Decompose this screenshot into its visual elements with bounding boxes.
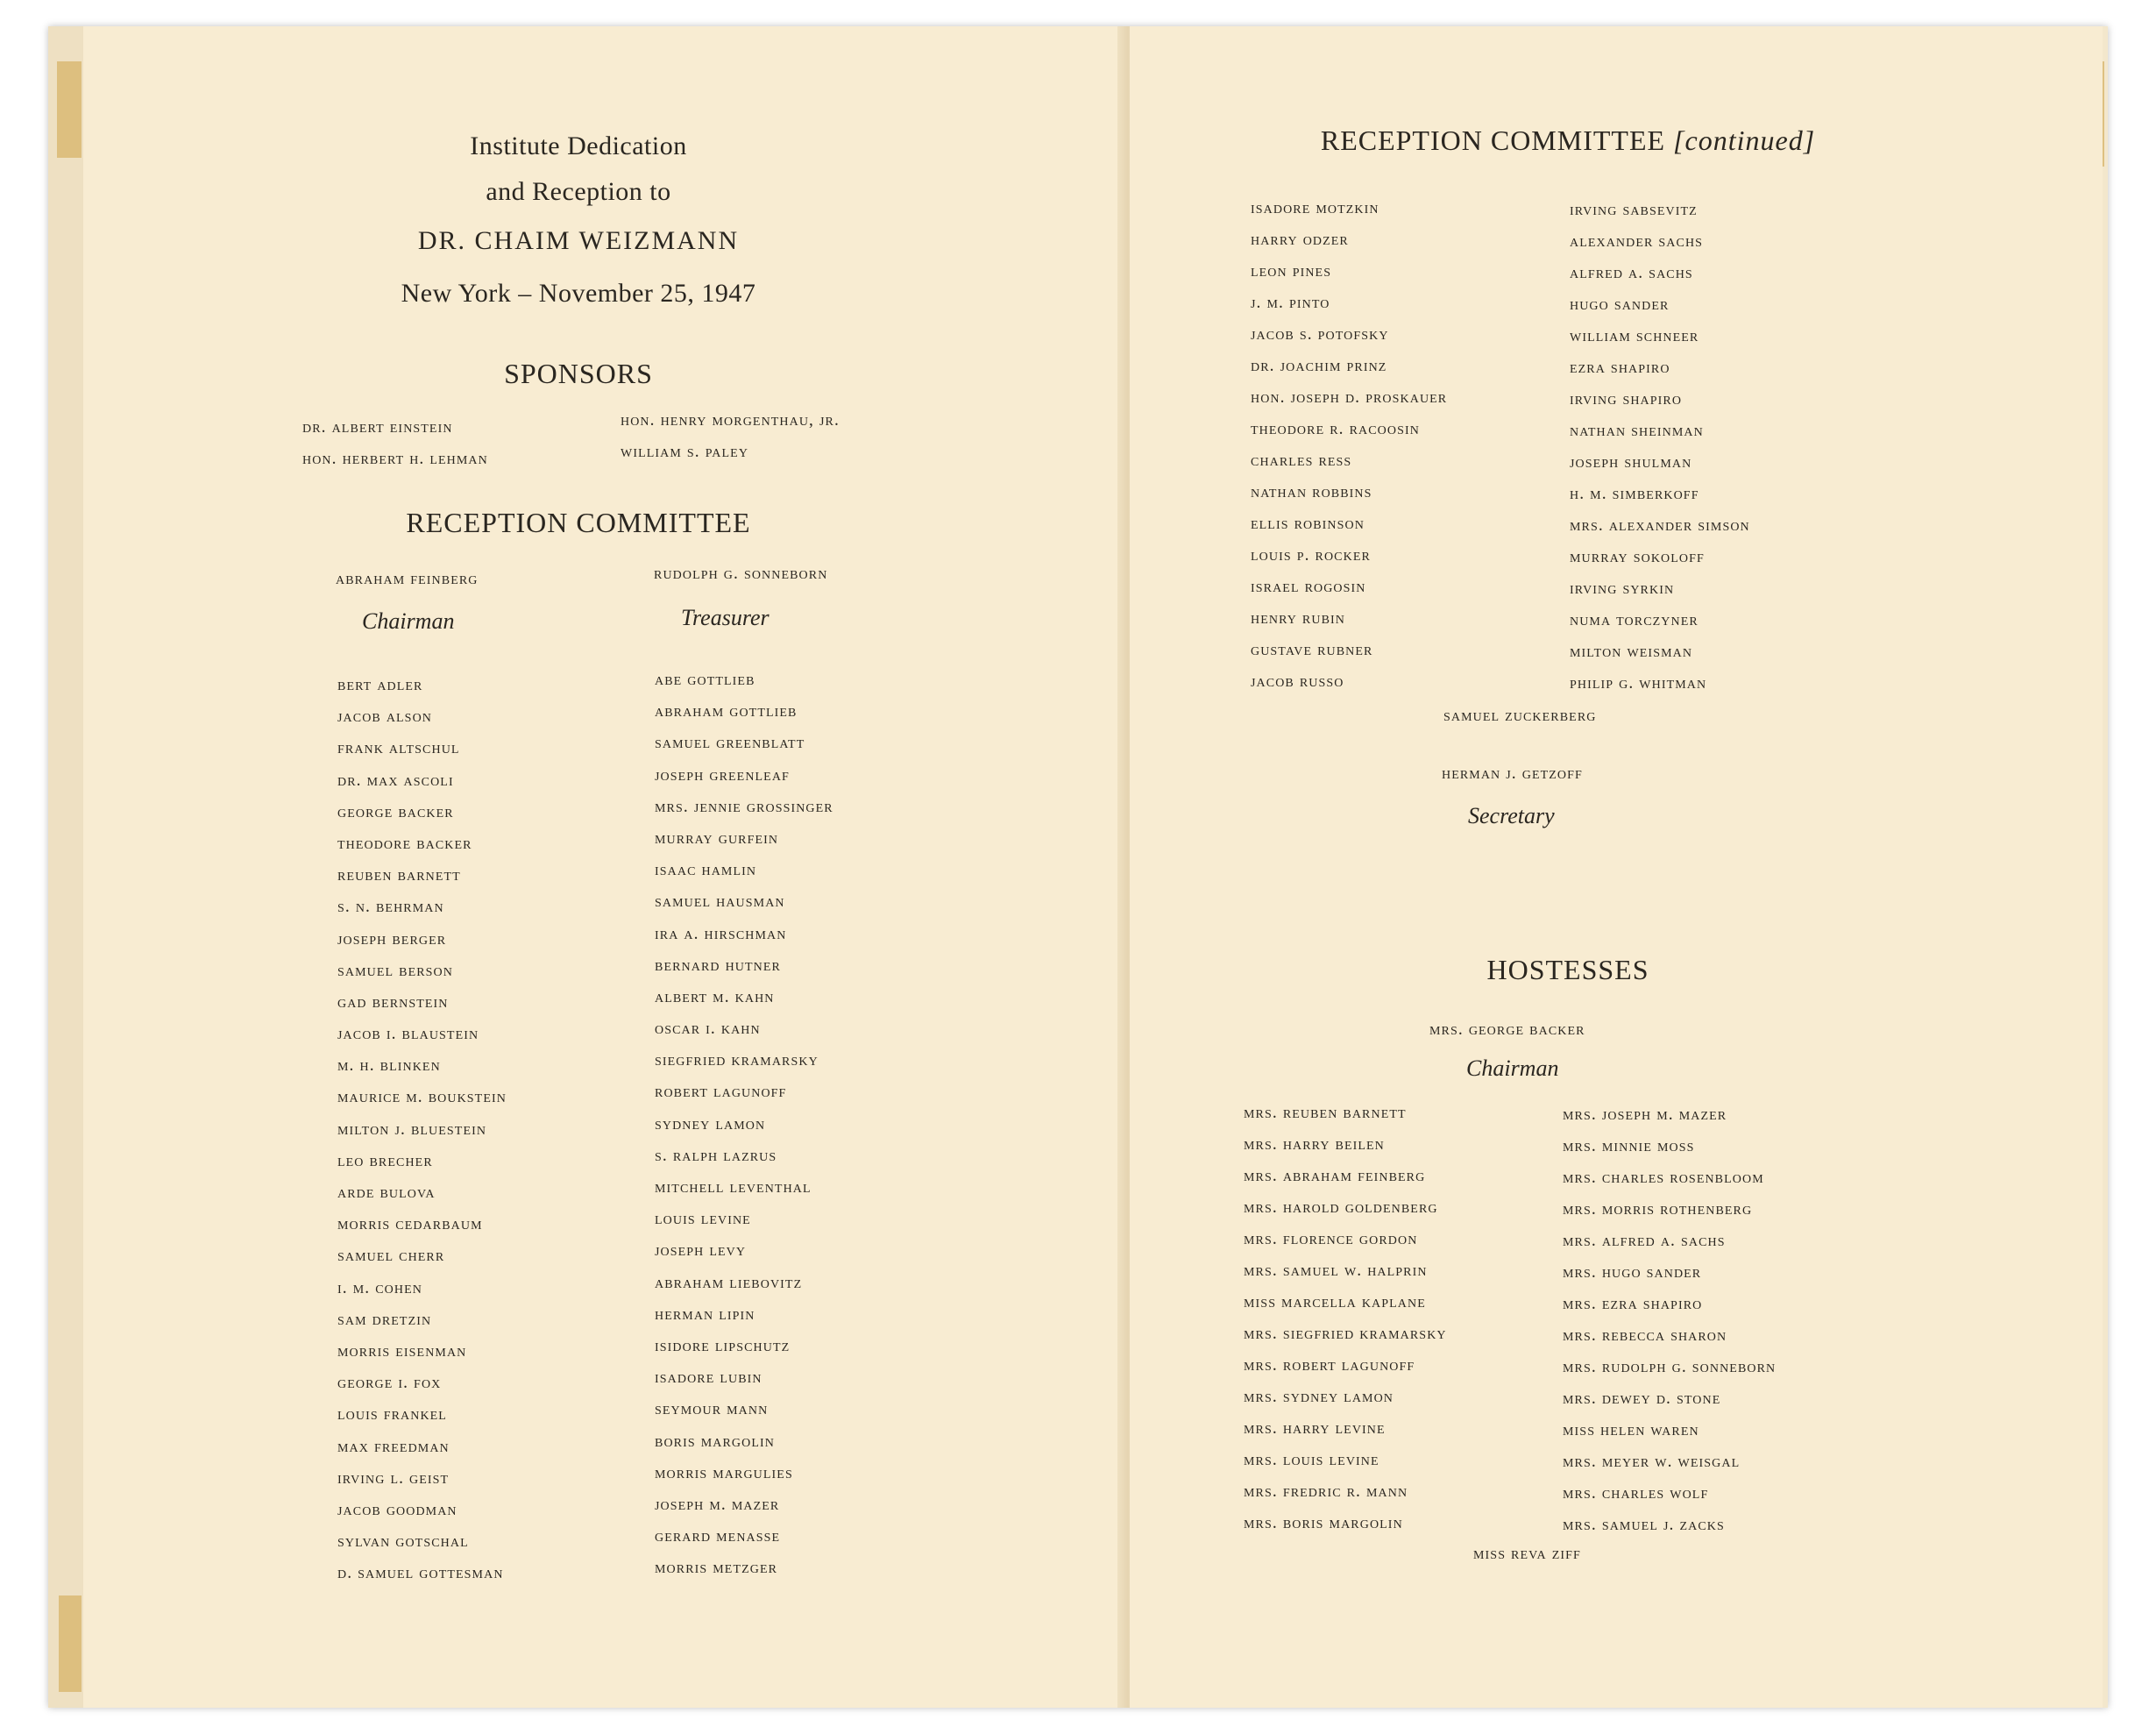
committee-member: gad bernstein: [337, 992, 449, 1012]
committee-member: herman lipin: [655, 1304, 755, 1324]
committee-member: boris margolin: [655, 1432, 775, 1451]
hostess-name: mrs. rebecca sharon: [1563, 1326, 1727, 1345]
committee-member: irving sabsevitz: [1570, 201, 1698, 219]
committee-member: nathan robbins: [1251, 483, 1372, 501]
committee-member: isaac hamlin: [655, 861, 757, 880]
committee-member: milton weisman: [1570, 643, 1693, 661]
hostess-name: mrs. reuben barnett: [1244, 1104, 1407, 1122]
committee-member: louis p. rocker: [1251, 546, 1371, 565]
hostess-name: mrs. sydney lamon: [1244, 1388, 1394, 1406]
committee-member: louis frankel: [337, 1405, 447, 1425]
committee-member: samuel berson: [337, 961, 453, 980]
hostess-name: mrs. rudolph g. sonneborn: [1563, 1358, 1777, 1376]
committee-member: charles ress: [1251, 451, 1352, 470]
committee-member: hugo sander: [1570, 295, 1670, 314]
committee-member: hon. joseph d. proskauer: [1251, 388, 1448, 407]
last-hostess: [1473, 1545, 1581, 1564]
sponsor-name: william s. paley: [621, 443, 749, 461]
committee-member: joseph greenleaf: [655, 765, 790, 785]
sponsors-col-1: [302, 412, 488, 475]
committee-member: abraham gottlieb: [655, 702, 798, 721]
sponsors-heading: SPONSORS: [504, 358, 653, 389]
hostess-chair-block: [1429, 1020, 1585, 1040]
hostess-name: mrs. siegfried kramarsky: [1244, 1325, 1447, 1343]
committee-member: j. m. pinto: [1251, 294, 1330, 312]
hostess-name: mrs. meyer w. weisgal: [1563, 1453, 1741, 1471]
committee-member: frank altschul: [337, 739, 460, 758]
committee-member: mrs. jennie grossinger: [655, 797, 833, 816]
title-line-3: DR. CHAIM WEIZMANN: [417, 226, 740, 255]
committee-member: s. n. behrman: [337, 898, 444, 917]
title-line-1: Institute Dedication: [470, 131, 687, 160]
committee-col-1: [337, 670, 507, 1589]
committee-member: morris eisenman: [337, 1341, 467, 1361]
continued-heading-text: RECEPTION COMMITTEE: [1320, 124, 1666, 156]
secretary-role: Secretary: [1468, 803, 1555, 828]
hostess-name: mrs. samuel w. halprin: [1244, 1261, 1428, 1280]
secretary-block: [1442, 764, 1583, 784]
committee-member: murray sokoloff: [1570, 548, 1705, 566]
committee-member: joseph levy: [655, 1241, 747, 1261]
committee-member: morris margulies: [655, 1463, 793, 1482]
tape-strip: [59, 1595, 82, 1692]
left-page: [83, 26, 1123, 1708]
committee-member: theodore backer: [337, 834, 472, 853]
hostess-name: mrs. abraham feinberg: [1244, 1167, 1426, 1185]
committee-member: abe gottlieb: [655, 671, 755, 689]
committee-member: george i. fox: [337, 1374, 442, 1393]
hostess-chair-name: mrs. george backer: [1429, 1020, 1585, 1039]
committee-member: morris metzger: [655, 1559, 778, 1578]
committee-member: leon pines: [1251, 262, 1332, 281]
treasurer-role: Treasurer: [681, 605, 769, 630]
hostess-name: mrs. joseph m. mazer: [1563, 1105, 1727, 1124]
committee-member: irving l. geist: [337, 1468, 450, 1488]
committee-member: ellis robinson: [1251, 515, 1365, 533]
booklet-spread: [48, 26, 2108, 1708]
committee-member: joseph m. mazer: [655, 1495, 780, 1514]
hostess-name: mrs. charles wolf: [1563, 1484, 1709, 1503]
hostess-name: mrs. morris rothenberg: [1563, 1200, 1753, 1219]
committee-member: mrs. alexander simson: [1570, 516, 1750, 535]
hostess-name: mrs. ezra shapiro: [1563, 1295, 1703, 1313]
committee-member: morris cedarbaum: [337, 1215, 483, 1234]
committee-member: bernard hutner: [655, 956, 781, 975]
committee-heading: RECEPTION COMMITTEE: [406, 507, 751, 538]
committee-member: s. ralph lazrus: [655, 1146, 777, 1165]
committee-member: numa torczyner: [1570, 611, 1699, 629]
committee-member: reuben barnett: [337, 866, 461, 885]
committee-member: joseph berger: [337, 929, 447, 949]
committee-member: arde bulova: [337, 1183, 436, 1202]
continued-col-1: [1251, 193, 1447, 698]
title-line-2: and Reception to: [486, 177, 671, 206]
committee-member: philip g. whitman: [1570, 674, 1707, 693]
committee-member: jacob goodman: [337, 1500, 457, 1519]
sponsor-name: dr. albert einstein: [302, 418, 453, 437]
committee-member: harry odzer: [1251, 231, 1349, 249]
chairman-role: Chairman: [362, 608, 455, 634]
committee-member: sam dretzin: [337, 1310, 432, 1329]
committee-member: jacob i. blaustein: [337, 1025, 479, 1044]
committee-member: alexander sachs: [1570, 232, 1704, 251]
committee-member: joseph shulman: [1570, 453, 1692, 472]
chairman-name: abraham feinberg: [336, 570, 479, 588]
hostess-name: mrs. dewey d. stone: [1563, 1389, 1721, 1408]
hostess-name: mrs. florence gordon: [1244, 1230, 1418, 1248]
hostess-name: mrs. robert lagunoff: [1244, 1356, 1415, 1375]
committee-member: nathan sheinman: [1570, 422, 1704, 440]
committee-member: samuel greenblatt: [655, 734, 805, 753]
sponsors-col-2: [621, 405, 840, 468]
hostess-name: miss helen waren: [1563, 1421, 1699, 1439]
last-member-name: samuel zuckerberg: [1443, 707, 1597, 725]
committee-member: robert lagunoff: [655, 1083, 787, 1102]
hostesses-col-2: [1563, 1099, 1776, 1541]
committee-member: dr. joachim prinz: [1251, 357, 1387, 375]
treasurer-block: [654, 565, 827, 584]
committee-member: abraham liebovitz: [655, 1273, 803, 1292]
hostess-name: mrs. fredric r. mann: [1244, 1482, 1408, 1501]
continued-heading: [1130, 124, 2006, 157]
committee-member: isidore lipschutz: [655, 1336, 791, 1355]
committee-member: samuel hausman: [655, 892, 785, 912]
hostesses-heading: HOSTESSES: [1486, 954, 1649, 985]
committee-member: sylvan gotschal: [337, 1532, 469, 1552]
committee-member: samuel cherr: [337, 1247, 445, 1266]
committee-member: seymour mann: [655, 1400, 769, 1419]
hostess-name: mrs. hugo sander: [1563, 1263, 1702, 1282]
hostess-name: mrs. minnie moss: [1563, 1137, 1695, 1155]
continued-col-2: [1570, 195, 1750, 700]
committee-member: alfred a. sachs: [1570, 264, 1693, 282]
committee-member: dr. max ascoli: [337, 771, 454, 790]
hostess-name: mrs. harold goldenberg: [1244, 1198, 1438, 1217]
hostess-name: mrs. samuel j. zacks: [1563, 1516, 1725, 1534]
last-hostess-name: miss reva ziff: [1473, 1545, 1581, 1563]
committee-member: irving shapiro: [1570, 390, 1683, 409]
last-member: [1443, 707, 1596, 726]
sponsor-name: hon. herbert h. lehman: [302, 450, 488, 468]
committee-member: george backer: [337, 802, 454, 821]
committee-member: siegfried kramarsky: [655, 1051, 819, 1070]
committee-member: maurice m. boukstein: [337, 1088, 507, 1107]
committee-member: william schneer: [1570, 327, 1699, 345]
committee-member: jacob alson: [337, 707, 432, 727]
committee-member: h. m. simberkoff: [1570, 485, 1699, 503]
committee-member: gerard menasse: [655, 1527, 781, 1546]
committee-member: irving syrkin: [1570, 579, 1675, 598]
committee-member: theodore r. racoosin: [1251, 420, 1420, 438]
committee-member: isadore motzkin: [1251, 199, 1379, 217]
title-line-4: New York – November 25, 1947: [401, 279, 756, 308]
committee-member: gustave rubner: [1251, 641, 1373, 659]
committee-member: m. h. blinken: [337, 1056, 441, 1076]
committee-member: ira a. hirschman: [655, 924, 787, 943]
committee-member: oscar i. kahn: [655, 1020, 761, 1039]
hostess-name: mrs. louis levine: [1244, 1451, 1379, 1469]
committee-col-2: [655, 664, 833, 1584]
committee-member: sydney lamon: [655, 1114, 766, 1133]
hostess-name: miss marcella kaplane: [1244, 1293, 1426, 1311]
continued-suffix: [continued]: [1673, 124, 1816, 156]
committee-member: louis levine: [655, 1210, 751, 1229]
committee-member: murray gurfein: [655, 828, 779, 848]
hostess-name: mrs. boris margolin: [1244, 1514, 1403, 1532]
sponsor-name: hon. henry morgenthau, jr.: [621, 411, 840, 430]
hostess-name: mrs. charles rosenbloom: [1563, 1169, 1764, 1187]
secretary-name: herman j. getzoff: [1442, 764, 1583, 783]
committee-member: albert m. kahn: [655, 987, 775, 1006]
committee-member: henry rubin: [1251, 609, 1345, 628]
hostess-chair-role: Chairman: [1466, 1055, 1559, 1081]
committee-member: jacob russo: [1251, 672, 1344, 691]
chairman-block: [336, 570, 479, 589]
committee-member: jacob s. potofsky: [1251, 325, 1389, 344]
committee-member: mitchell leventhal: [655, 1178, 812, 1197]
committee-member: d. samuel gottesman: [337, 1564, 504, 1583]
cover-edge: [48, 26, 85, 1708]
committee-member: milton j. bluestein: [337, 1119, 487, 1139]
hostess-name: mrs. harry beilen: [1244, 1135, 1385, 1154]
hostesses-col-1: [1244, 1098, 1447, 1539]
committee-member: ezra shapiro: [1570, 359, 1670, 377]
committee-member: isadore lubin: [655, 1368, 762, 1388]
tape-strip: [57, 61, 82, 158]
hostess-name: mrs. alfred a. sachs: [1563, 1232, 1726, 1250]
committee-member: israel rogosin: [1251, 578, 1366, 596]
committee-member: leo brecher: [337, 1151, 433, 1170]
hostess-name: mrs. harry levine: [1244, 1419, 1386, 1438]
committee-member: bert adler: [337, 676, 423, 694]
treasurer-name: rudolph g. sonneborn: [654, 565, 828, 583]
committee-member: i. m. cohen: [337, 1278, 422, 1297]
committee-member: max freedman: [337, 1437, 450, 1456]
right-page: [1130, 26, 2103, 1708]
